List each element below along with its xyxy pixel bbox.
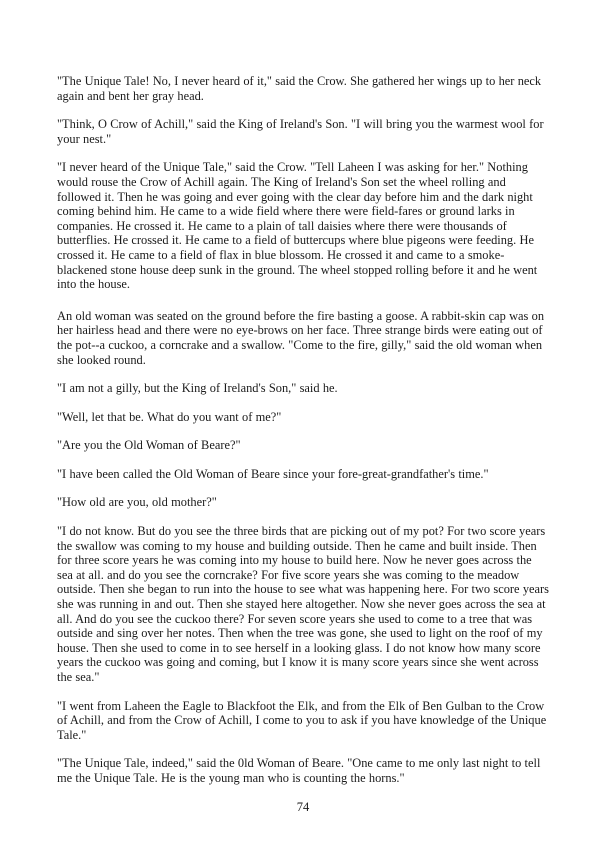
paragraph: "How old are you, old mother?" (57, 495, 217, 510)
paragraph: "I went from Laheen the Eagle to Blackfoot the Elk, and from the Elk of Ben Gulban to the Crow of Achill, and from the Crow of Achill, I come to you to ask if you have knowledge of the Unique Tale." (57, 698, 547, 742)
paragraph: "The Unique Tale! No, I never heard of it," said the Crow. She gathered her wings up to her neck again and bent her gray head. (57, 74, 542, 103)
paragraph: "I do not know. But do you see the three birds that are picking out of my pot? For two score years the swallow was coming to my house and building outside. Then he came and built inside. Then for three score years he was coming into my house to build here. Now he never goes across the sea at all. and do you see the corncrake? For five score years she was coming to the meadow outside. Then she began to run into the house to see what was happening here. For two score years she was running in and out. Then she stayed here altogether. Now she never goes across the sea at all. And do you see the cuckoo there? For seven score years she used to come to a tree that was outside and sing over her notes. Then when the tree was gone, she used to light on the roof of my house. Then she used to come in to see herself in a looking glass. I do not know how many score years the cuckoo was going and coming, but I know it is many score years since she went across the sea." (57, 524, 549, 684)
paragraph: "Well, let that be. What do you want of me?" (57, 409, 282, 424)
paragraph: "I never heard of the Unique Tale," said the Crow. "Tell Laheen I was asking for her." Nothing would rouse the Crow of Achill again. The King of Ireland's Son set the wheel rolling and followed it. Then he was going and ever going with the clear day before him and the dark night coming behind him. He came to a wide field where there were field-fares or ground larks in companies. He crossed it. He came to a plain of tall daisies where there were thousands of butterflies. He crossed it. He came to a field of buttercups where blue pigeons were feeding. He crossed it. He came to a field of flax in blue blossom. He crossed it and came to a smoke-blackened stone house deep sunk in the ground. The wheel stopped rolling before it and he went into the house. (57, 160, 538, 292)
paragraph: "Think, O Crow of Achill," said the King of Ireland's Son. "I will bring you the warmest wool for your nest." (57, 117, 544, 146)
paragraph: "I am not a gilly, but the King of Ireland's Son," said he. (57, 381, 338, 396)
paragraph: "Are you the Old Woman of Beare?" (57, 438, 241, 453)
paragraph: "The Unique Tale, indeed," said the 0ld Woman of Beare. "One came to me only last night to tell me the Unique Tale. He is the young man who is counting the horns." (57, 756, 541, 785)
paragraph: "I have been called the Old Woman of Beare since your fore-great-grandfather's time." (57, 466, 489, 481)
page-number: 74 (296, 799, 310, 814)
page-text (57, 74, 549, 814)
paragraph: An old woman was seated on the ground before the fire basting a goose. A rabbit-skin cap was on her hairless head and there were no eye-brows on her face. Three strange birds were eating out of the pot--a cuckoo, a corncrake and a swallow. "Come to the fire, gilly," said the old woman when she looked round. (57, 308, 545, 367)
